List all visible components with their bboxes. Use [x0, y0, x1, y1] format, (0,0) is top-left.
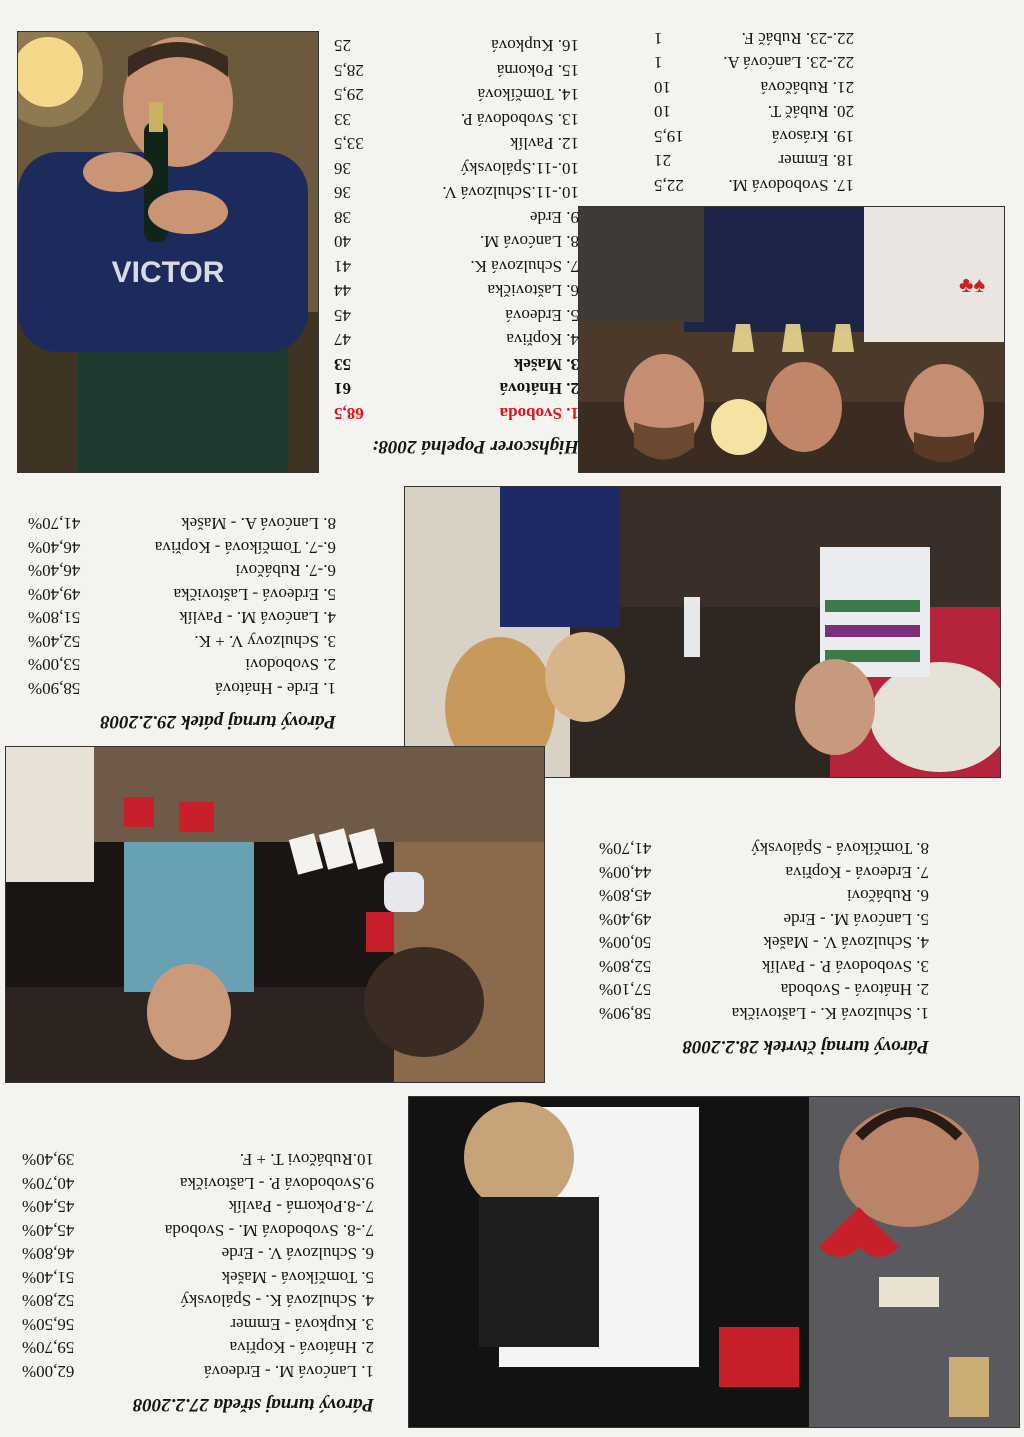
result-row: 2. Hnátová - Kopřiva 59,70%	[22, 1338, 374, 1358]
tournament-title: Párový turnaj středa 27.2.2008	[132, 1394, 374, 1415]
highscorer-row: 7. Schulzová K. 41	[334, 257, 579, 276]
result-row: 3. Schulzovy V. + K. 52,40%	[28, 632, 336, 651]
highscorer-row: 14. Tomčíková 29,5	[334, 85, 579, 105]
highscorer-row: 13. Svobodová P. 33	[334, 110, 579, 129]
highscorer-title: Highscorer Popelná 2008:	[372, 436, 579, 457]
highscorer-row: 9. Erde 38	[334, 208, 579, 227]
result-row: 7.-8.Pokorná - Pavlík 45,40%	[22, 1197, 374, 1217]
highscorer-row: 3. Mašek 53	[334, 355, 579, 374]
svg-text:♣♠: ♣♠	[959, 272, 986, 297]
highscorer-row: 6. Laštovička 44	[334, 281, 579, 301]
result-row: 1. Erde - Hnátová 58,90%	[28, 679, 336, 698]
result-row: 5. Tomčíková - Mašek 51,40%	[22, 1268, 374, 1287]
result-row: 7.-8. Svobodová M. - Svoboda 45,40%	[22, 1221, 374, 1240]
photo-champagne	[18, 32, 318, 472]
tournament-thursday	[599, 837, 929, 1057]
result-row: 2. Svobodovi 53,00%	[28, 655, 336, 675]
result-row: 3. Kupková - Emmer 56,50%	[22, 1315, 374, 1334]
result-row: 6.-7. Tomčíková - Kopřiva 46,40%	[28, 538, 336, 557]
tournament-wednesday	[22, 1148, 374, 1415]
result-row: 8. Lanćová A. - Mašek 41,70%	[28, 514, 336, 534]
result-row: 4. Schulzová K. - Spálovský 52,80%	[22, 1291, 374, 1311]
tournament-title: Párový turnaj čtvrtek 28.2.2008	[682, 1036, 929, 1057]
highscorer-row: 22.-23. Rubáč F. 1	[654, 29, 854, 48]
highscorer-row: 12. Pavlík 33,5	[334, 134, 579, 154]
result-row: 1. Schulzová K. - Laštovička 58,90%	[599, 1004, 929, 1023]
highscorer-row: 4. Kopřiva 47	[334, 330, 579, 350]
result-row: 5. Erdeová - Laštovička 49,40%	[28, 585, 336, 604]
result-row: 5. Lanćová M. - Erde 49,40%	[599, 910, 929, 929]
highscorer-row: 21. Rubáčová 10	[654, 78, 854, 97]
result-row: 6.-7. Rubáčovi 46,40%	[28, 561, 336, 581]
highscorer-row: 16. Kupková 25	[334, 36, 579, 56]
result-row: 2. Hnátová - Svoboda 57,10%	[599, 980, 929, 1000]
highscorer-row: 8. Lanćová M. 40	[334, 232, 579, 252]
highscorer-row: 22.-23. Lanćová A. 1	[654, 53, 854, 73]
highscorer-row: 5. Erdeová 45	[334, 306, 579, 325]
photo-crowd	[405, 487, 1000, 777]
highscorer-row: 20. Rubáč T. 10	[654, 102, 854, 122]
result-row: 3. Svobodová P. - Pavlík 52,80%	[599, 957, 929, 976]
highscorer-block-continued	[654, 26, 854, 198]
result-row: 7. Erdeová - Kopřiva 44,00%	[599, 863, 929, 882]
highscorer-row: 18. Emmer 21	[654, 151, 854, 171]
highscorer-row: 1. Svoboda 68,5	[334, 404, 579, 423]
result-row: 9.Svobodová P. - Laštovička 40,70%	[22, 1174, 374, 1193]
photo-card-table	[6, 747, 544, 1082]
highscorer-block	[334, 33, 579, 457]
photo-player	[409, 1097, 1019, 1427]
highscorer-row: 15. Pokorná 28,5	[334, 61, 579, 80]
result-row: 6. Rubáčovi 45,80%	[599, 886, 929, 906]
result-row: 4. Lanćová M. - Pavlík 51,80%	[28, 608, 336, 628]
victor-logo: VICTOR	[111, 256, 225, 289]
highscorer-row: 2. Hnátová 61	[334, 379, 579, 399]
result-row: 6. Schulzová V. - Erde 46,80%	[22, 1244, 374, 1264]
highscorer-row: 19. Krásová 19,5	[654, 127, 854, 146]
result-row: 8. Tomčíková - Spálovský 41,70%	[599, 839, 929, 859]
photo-toast	[579, 207, 1004, 472]
tournament-title: Párový turnaj pátek 29.2.2008	[100, 711, 336, 732]
tournament-friday	[28, 512, 336, 732]
highscorer-row: 10.-11.Spálovský 36	[334, 159, 579, 178]
result-row: 1. Lanćová M. - Erdeová 62,00%	[22, 1362, 374, 1381]
result-row: 10.Rubáčovi T. + F. 39,40%	[22, 1150, 374, 1170]
highscorer-row: 10.-11.Schulzová V. 36	[334, 183, 579, 203]
result-row: 4. Schulzová V. - Mašek 50,00%	[599, 933, 929, 953]
highscorer-row: 17. Svobodová M. 22,5	[654, 176, 854, 195]
